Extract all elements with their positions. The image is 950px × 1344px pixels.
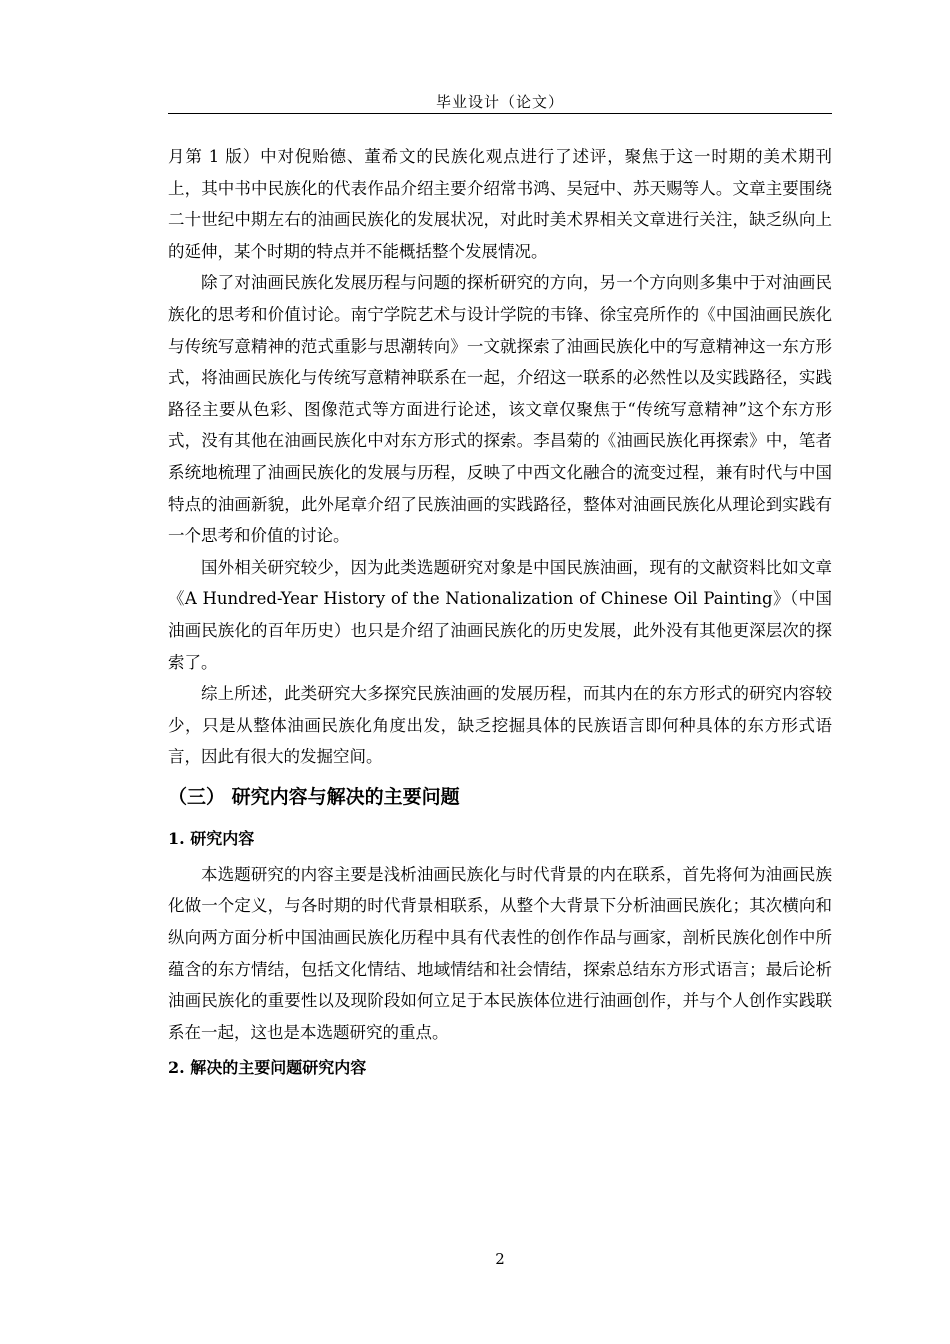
page-number: 2 (495, 1250, 505, 1268)
paragraph-continuation: 月第 1 版）中对倪贻德、董希文的民族化观点进行了述评，聚焦于这一时期的美术期刊上，其中书中民族化的代表作品介绍主要介绍常书鸿、吴冠中、苏天赐等人。文章主要围绕二十世纪中期左右的油画民族化的发展状况，对此时美术界相关文章进行关注，缺乏纵向上的延伸，某个时期的特点并不能概括整个发展情况。 (168, 147, 832, 261)
section-heading: （三） 研究内容与解决的主要问题 (168, 785, 460, 808)
subheading-main-problems: 2. 解决的主要问题研究内容 (168, 1058, 367, 1078)
document-body (168, 141, 832, 1088)
paragraph-foreign-research: 国外相关研究较少，因为此类选题研究对象是中国民族油画，现有的文献资料比如文章《A Hundred-Year History of the Nationalization of Chinese Oil Painting》（中国油画民族化的百年历史）也只是介绍了油画民族化的历史发展，此外没有其他更深层次的探索了。 (168, 557, 832, 672)
paragraph-research-content: 本选题研究的内容主要是浅析油画民族化与时代背景的内在联系，首先将何为油画民族化做一个定义，与各时期的时代背景相联系，从整个大背景下分析油画民族化；其次横向和纵向两方面分析中国油画民族化历程中具有代表性的创作作品与画家，剖析民族化创作中所蕴含的东方情结，包括文化情结、地域情结和社会情结，探索总结东方形式语言；最后论析油画民族化的重要性以及现阶段如何立足于本民族体位进行油画创作，并与个人创作实践联系在一起，这也是本选题研究的重点。 (168, 864, 832, 1042)
paragraph-summary: 综上所述，此类研究大多探究民族油画的发展历程，而其内在的东方形式的研究内容较少，只是从整体油画民族化角度出发，缺乏挖掘具体的民族语言即何种具体的东方形式语言，因此有很大的发掘空间。 (168, 684, 832, 767)
page-header-title: 毕业设计（论文） (435, 93, 564, 111)
subheading-research-content: 1. 研究内容 (168, 828, 255, 848)
header-divider (168, 113, 832, 114)
paragraph-domestic-research: 除了对油画民族化发展历程与问题的探析研究的方向，另一个方向则多集中于对油画民族化的思考和价值讨论。南宁学院艺术与设计学院的韦锋、徐宝亮所作的《中国油画民族化与传统写意精神的范式重影与思潮转向》一文就探索了油画民族化中的写意精神这一东方形式，将油画民族化与传统写意精神联系在一起，介绍这一联系的必然性以及实践路径，实践路径主要从色彩、图像范式等方面进行论述，该文章仅聚焦于“传统写意精神”这个东方形式，没有其他在油画民族化中对东方形式的探索。李昌菊的《油画民族化再探索》中，笔者系统地梳理了油画民族化的发展与历程，反映了中西文化融合的流变过程，兼有时代与中国特点的油画新貌，此外尾章介绍了民族油画的实践路径，整体对油画民族化从理论到实践有一个思考和价值的讨论。 (168, 273, 832, 546)
